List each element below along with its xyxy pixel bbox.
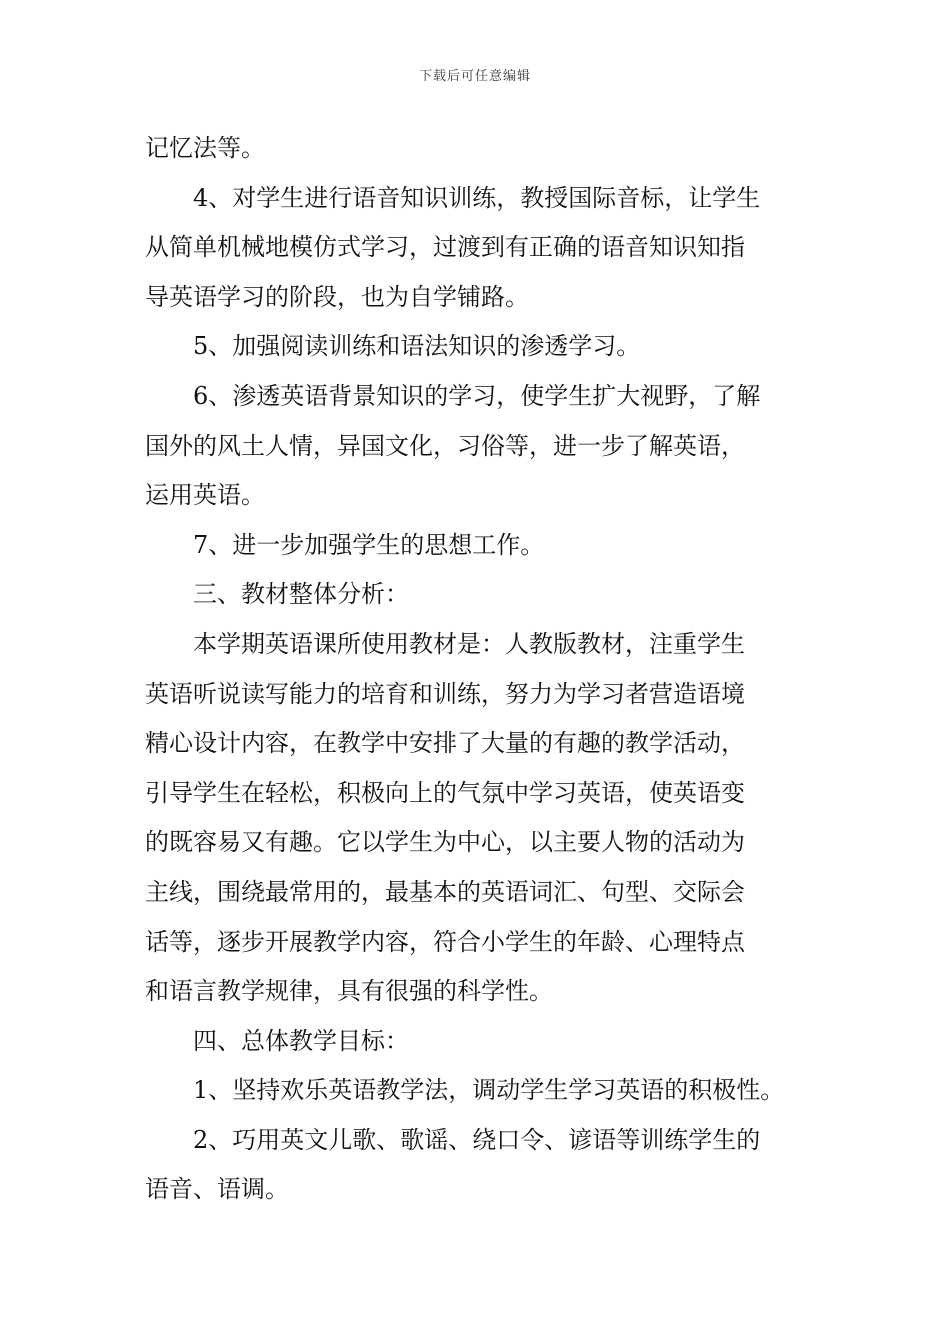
text-line: 从简单机械地模仿式学习，过渡到有正确的语音知识知指: [145, 233, 745, 262]
paragraph-textbook-analysis: [145, 620, 810, 1017]
section-heading-4: [145, 1017, 810, 1067]
text-line: 本学期英语课所使用教材是：人教版教材，注重学生: [193, 629, 745, 658]
section-heading-3: [145, 570, 810, 620]
paragraph-4: [145, 372, 810, 521]
text-line: 2、巧用英文儿歌、歌谣、绕口令、谚语等训练学生的: [193, 1125, 761, 1154]
paragraph-3: [145, 322, 810, 372]
text-line: 主线，围绕最常用的，最基本的英语词汇、句型、交际会: [145, 877, 745, 906]
paragraph-5: [145, 521, 810, 571]
text-line: 记忆法等。: [145, 134, 265, 162]
text-line: 和语言教学规律，具有很强的科学性。: [145, 977, 553, 1006]
text-line: 语音、语调。: [145, 1175, 289, 1204]
text-line: 英语听说读写能力的培育和训练，努力为学习者营造语境: [145, 679, 745, 708]
text-line: 话等，逐步开展教学内容，符合小学生的年龄、心理特点: [145, 927, 745, 956]
paragraph-2: [145, 174, 810, 323]
text-line: 6、渗透英语背景知识的学习，使学生扩大视野，了解: [193, 381, 761, 410]
text-line: 7、进一步加强学生的思想工作。: [193, 530, 545, 559]
text-line: 的既容易又有趣。它以学生为中心，以主要人物的活动为: [145, 828, 745, 857]
text-line: 国外的风土人情，异国文化，习俗等，进一步了解英语，: [145, 431, 745, 460]
text-line: 三、教材整体分析：: [193, 580, 409, 609]
text-line: 1、坚持欢乐英语教学法，调动学生学习英语的积极性。: [193, 1076, 785, 1105]
text-line: 精心设计内容，在教学中安排了大量的有趣的教学活动，: [145, 729, 745, 758]
document-body: [145, 124, 810, 1215]
page-header: 下载后可任意编辑: [418, 69, 531, 84]
text-line: 四、总体教学目标：: [193, 1026, 409, 1055]
text-line: 5、加强阅读训练和语法知识的渗透学习。: [193, 332, 641, 361]
text-line: 导英语学习的阶段，也为自学铺路。: [145, 282, 529, 311]
paragraph-1: [145, 124, 810, 174]
text-line: 4、对学生进行语音知识训练，教授国际音标，让学生: [193, 183, 761, 212]
text-line: 运用英语。: [145, 481, 265, 510]
text-line: 引导学生在轻松，积极向上的气氛中学习英语，使英语变: [145, 778, 745, 807]
paragraph-goal-1: [145, 1066, 810, 1116]
paragraph-goal-2: [145, 1116, 810, 1215]
